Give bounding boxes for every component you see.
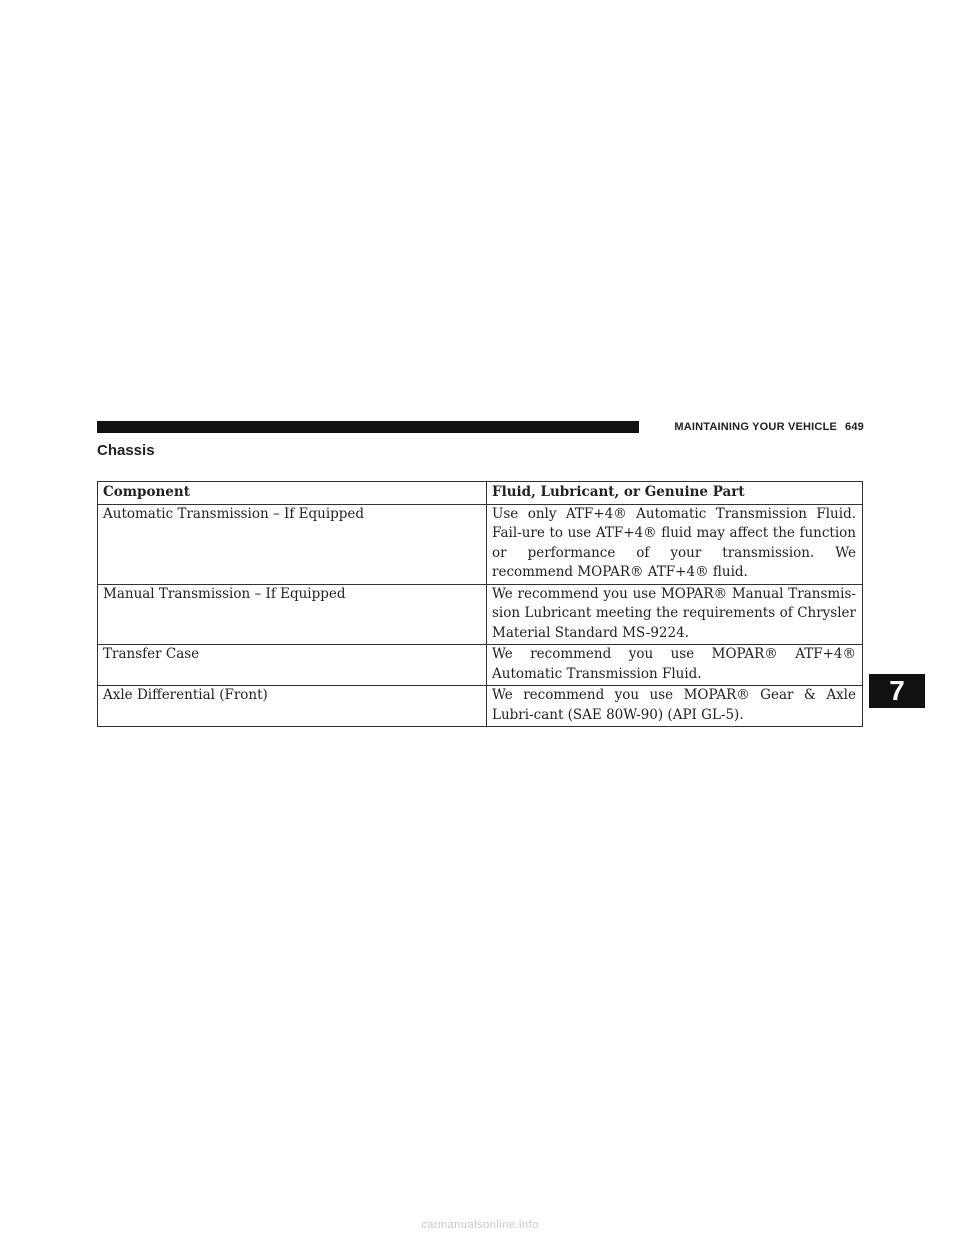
fluid-cell: We recommend you use MOPAR® ATF+4® Automatic Transmission Fluid. xyxy=(487,645,863,686)
watermark: carmanualsonline.info xyxy=(421,1219,539,1231)
fluid-cell: We recommend you use MOPAR® Manual Transmis-sion Lubricant meeting the requirements of Chrysler Material Standard MS-9224. xyxy=(487,584,863,645)
column-header-component: Component xyxy=(98,482,487,505)
chapter-tab: 7 xyxy=(869,674,925,708)
running-head xyxy=(649,419,864,435)
column-header-fluid: Fluid, Lubricant, or Genuine Part xyxy=(487,482,863,505)
table-row xyxy=(98,584,863,645)
table-row xyxy=(98,686,863,727)
fluid-cell: We recommend you use MOPAR® Gear & Axle Lubri-cant (SAE 80W-90) (API GL-5). xyxy=(487,686,863,727)
fluid-cell: Use only ATF+4® Automatic Transmission Fluid. Fail-ure to use ATF+4® fluid may affect the function or performance of your transmission. We recommend MOPAR® ATF+4® fluid. xyxy=(487,504,863,584)
table-header-row xyxy=(98,482,863,505)
table-row xyxy=(98,645,863,686)
running-title: MAINTAINING YOUR VEHICLE xyxy=(674,421,838,433)
component-cell: Automatic Transmission – If Equipped xyxy=(98,504,487,584)
chassis-fluids-table xyxy=(97,481,863,727)
page-number: 649 xyxy=(845,421,864,433)
component-cell: Manual Transmission – If Equipped xyxy=(98,584,487,645)
table-row xyxy=(98,504,863,584)
header-rule xyxy=(97,421,639,433)
component-cell: Axle Differential (Front) xyxy=(98,686,487,727)
component-cell: Transfer Case xyxy=(98,645,487,686)
section-title: Chassis xyxy=(97,442,155,459)
